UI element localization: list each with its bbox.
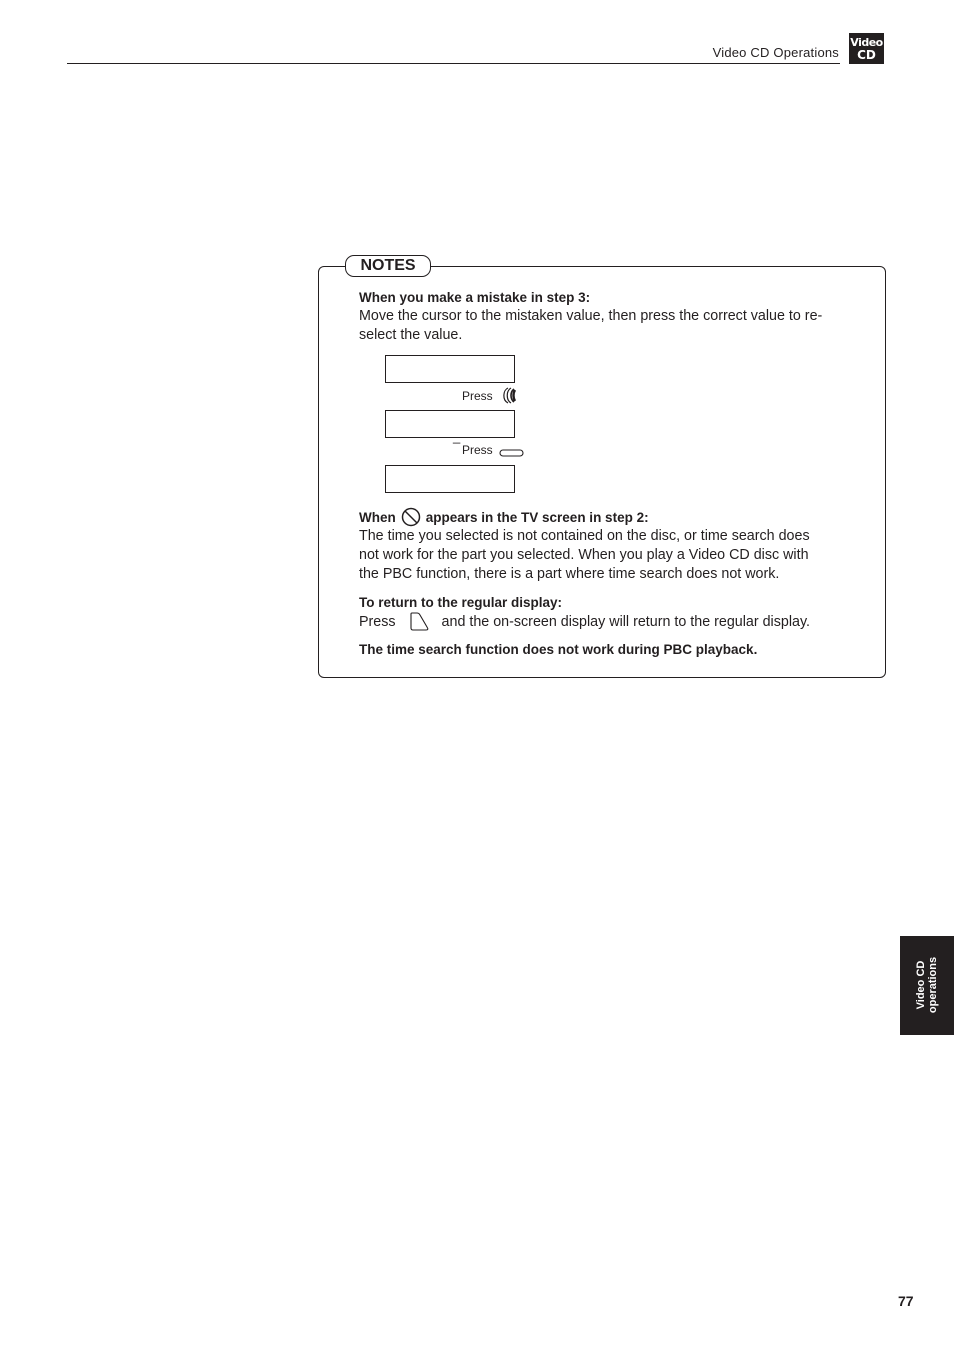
page-number: 77 (898, 1293, 914, 1309)
return-heading: To return to the regular display: (359, 595, 563, 610)
section-title: Video CD Operations (712, 45, 839, 60)
pbc-note: The time search function does not work during PBC playback. (359, 642, 758, 657)
mistake-text-line-1: Move the cursor to the mistaken value, then press the correct value to re- (359, 308, 823, 324)
display-box-3 (385, 465, 515, 493)
display-box-1 (385, 355, 515, 383)
notes-tab: NOTES (345, 255, 431, 277)
return-text-after: and the on-screen display will return to the regular display. (441, 613, 811, 630)
press-label-1: Press (462, 389, 493, 403)
display-button-icon (408, 612, 432, 632)
side-tab-line-1: Video CD (915, 960, 927, 1010)
badge-line-1: Video (850, 36, 883, 49)
number-button-icon (499, 449, 525, 458)
notes-content (359, 288, 869, 345)
side-tab-label (915, 957, 939, 1013)
prohibited-heading-prefix: When (359, 509, 396, 525)
mistake-text-line-2: select the value. (359, 327, 463, 343)
header-rule (67, 63, 840, 64)
prohibited-section (359, 507, 869, 584)
prohibited-line-1: The time you selected is not contained on the disc, or time search does (359, 528, 810, 544)
prohibited-line-2: not work for the part you selected. When you play a Video CD disc with (359, 547, 809, 563)
prohibited-heading-suffix: appears in the TV screen in step 2: (425, 509, 649, 525)
prohibited-line-3: the PBC function, there is a part where time search does not work. (359, 566, 780, 582)
return-press-word: Press (359, 613, 396, 630)
cursor-indicator: _ (453, 429, 461, 444)
jog-dial-icon (499, 386, 516, 405)
return-section (359, 593, 869, 632)
return-text (359, 612, 869, 632)
video-cd-badge (849, 33, 884, 64)
display-box-2 (385, 410, 515, 438)
prohibited-icon (400, 507, 422, 527)
side-tab-line-2: operations (927, 956, 939, 1014)
badge-line-2: CD (857, 48, 876, 62)
mistake-heading: When you make a mistake in step 3: (359, 290, 591, 305)
press-label-2: Press (462, 443, 493, 457)
prohibited-heading (359, 507, 869, 527)
